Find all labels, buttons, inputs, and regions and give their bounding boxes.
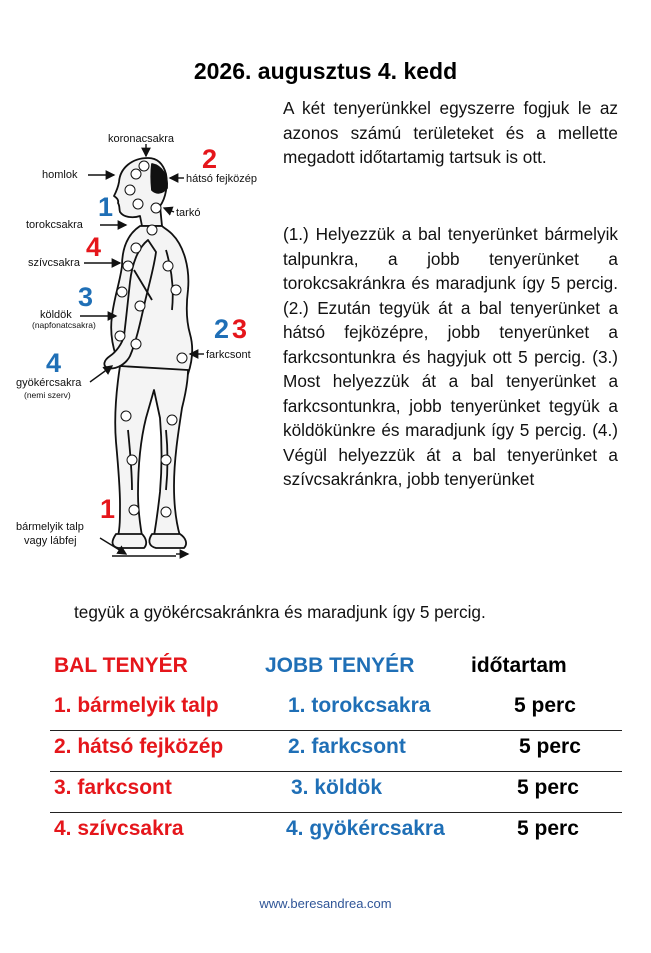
label-homlok: homlok <box>42 169 78 181</box>
table-row <box>50 813 622 853</box>
body-figure-illustration <box>16 130 268 562</box>
number-farkcsont-a: 2 <box>214 314 230 344</box>
number-farkcsont-b: 3 <box>232 314 248 344</box>
number-torokcsakra: 1 <box>98 192 114 222</box>
label-hatso-fejkozep: hátsó fejközép <box>186 173 257 185</box>
cell-bal: 3. farkcsont <box>54 776 172 799</box>
label-farkcsont: farkcsont <box>206 349 251 361</box>
header-jobb-tenyer: JOBB TENYÉR <box>265 654 415 677</box>
page-title: 2026. augusztus 4. kedd <box>193 58 458 84</box>
label-koronacsakra: koronacsakra <box>108 133 175 145</box>
label-tarko: tarkó <box>176 207 201 219</box>
label-talp-line2: vagy lábfej <box>24 535 77 547</box>
cell-bal: 1. bármelyik talp <box>54 694 219 717</box>
number-szivcsakra: 4 <box>86 232 102 262</box>
table-row <box>50 731 622 772</box>
cell-ido: 5 perc <box>519 735 581 758</box>
number-koldok: 3 <box>78 282 94 312</box>
label-szivcsakra: szívcsakra <box>28 257 80 269</box>
cell-bal: 4. szívcsakra <box>54 817 184 840</box>
instructions-paragraph: (1.) Helyezzük a bal tenyerünket bármelyik talpunkra, a jobb tenyerünket a torokcsakránkra és maradjunk így 5 percig. (2.) Ezután tegyük át a bal tenyerünket a hátsó fejközépre, jobb tenyerünket a farkcsontunkra és hagyjuk ott 5 percig. (3.) Most helyezzük át a bal tenyerünket a farkcsontunkra, jobb tenyerünket tegyük a köldökünkre és maradjunk így 5 percig. (4.) Végül helyezzük át a bal tenyerünket a szívcsakránkra, jobb tenyerünket <box>283 224 618 489</box>
label-talp-line1: bármelyik talp <box>16 521 84 533</box>
cell-ido: 5 perc <box>517 776 579 799</box>
instructions-tail: tegyük a gyökércsakránkra és maradjunk így 5 percig. <box>74 602 486 622</box>
label-koldok: köldök <box>40 309 72 321</box>
cell-ido: 5 perc <box>514 694 576 717</box>
number-talp: 1 <box>100 494 116 524</box>
label-torokcsakra: torokcsakra <box>26 219 83 231</box>
table-row <box>50 772 622 813</box>
footer-website-link[interactable]: www.beresandrea.com <box>259 896 392 911</box>
cell-jobb: 4. gyökércsakra <box>286 817 445 840</box>
header-bal-tenyer: BAL TENYÉR <box>54 654 188 677</box>
number-gyokercsakra: 4 <box>46 348 62 378</box>
table-header-row <box>50 650 622 690</box>
label-gyokercsakra: gyökércsakra <box>16 377 82 389</box>
table-row <box>50 690 622 731</box>
header-idotartam: időtartam <box>471 654 567 677</box>
cell-ido: 5 perc <box>517 817 579 840</box>
number-hatso-fejkozep: 2 <box>202 144 218 174</box>
cell-bal: 2. hátsó fejközép <box>54 735 224 758</box>
cell-jobb: 1. torokcsakra <box>288 694 431 717</box>
cell-jobb: 2. farkcsont <box>288 735 406 758</box>
label-nemi-szerv: (nemi szerv) <box>24 390 71 400</box>
cell-jobb: 3. köldök <box>291 776 383 799</box>
intro-paragraph: A két tenyerünkkel egyszerre fogjuk le az azonos számú területeket és a mellette megadott időtartamig tartsuk is ott. <box>283 98 618 167</box>
body-figure-svg <box>16 130 268 562</box>
schedule-table <box>50 650 622 853</box>
label-napfonatcsakra: (napfonatcsakra) <box>32 320 96 330</box>
